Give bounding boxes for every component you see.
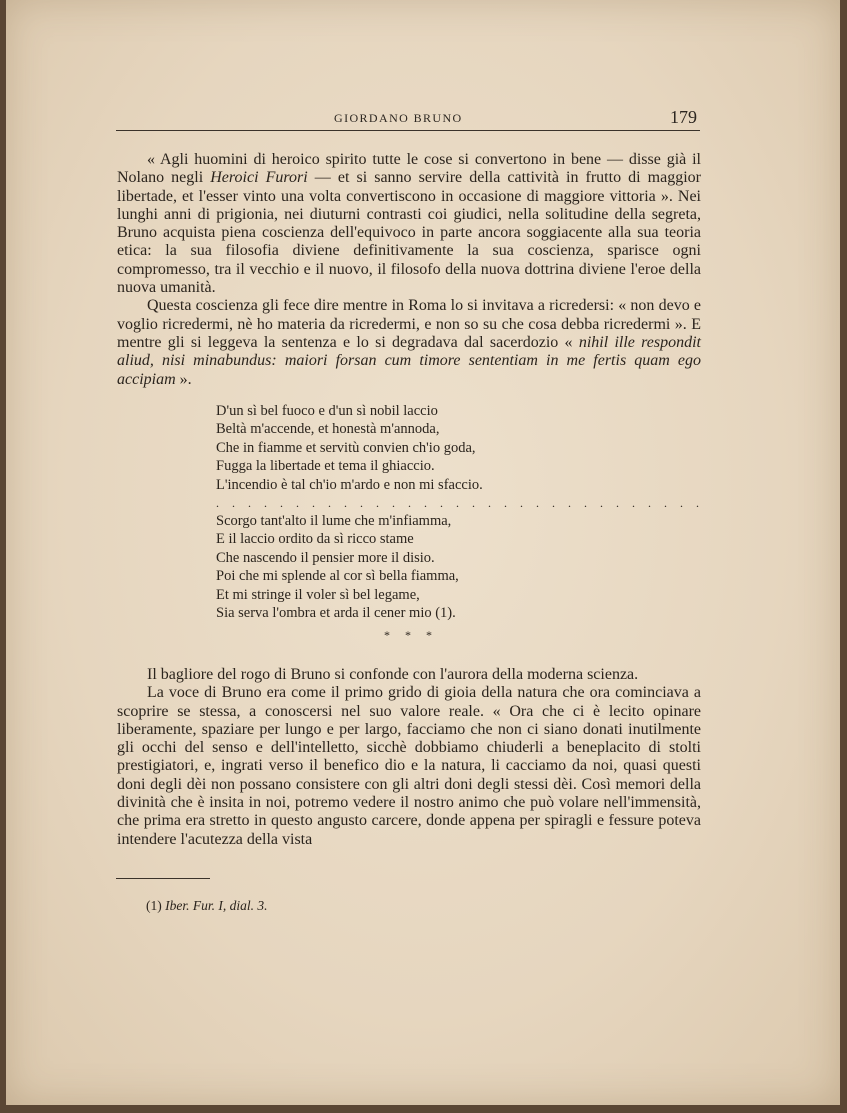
book-page [6,0,840,1105]
paragraph: Questa coscienza gli fece dire mentre in Roma lo si invitava a ricredersi: « non devo e voglio ricredermi, nè ho materia da ricredermi, e non so su che cosa debba ricredermi ». E mentre gli si leggeva la sentenza e lo si degradava dal sacerdozio « nihil ille respondit aliud, nisi minabundus: maiori forsan cum timore sententiam in me fertis quam ego accipiam ». [117,297,702,388]
header-rule [116,130,700,131]
poem-line: Poi che mi splende al cor sì bella fiamma, [216,568,459,585]
paragraph: La voce di Bruno era come il primo grido di gioia della natura che ora cominciava a scoprire se stessa, a conoscersi nel suo valore reale. « Ora che ci è lecito opinare liberamente, spaziare per lungo e per largo, facciamo che non ci siano donati inutilmente gli occhi del senso e dell'intelletto, sicchè dobbiamo chiuderli a beneplacito di stolti prestigiatori, e, ingrati verso il benefico dio e la natura, li cacciamo da noi, quasi questi doni degli dèi non possano consistere con gli altri doni degli stessi dèi. Così memori della divinità che è insita in noi, potremo vedere il nostro animo che può volare nell'immensità, che prima era stretto in questo angusto carcere, donde appena per spiragli e fessure poteva intendere l'acutezza della vista [117,684,701,848]
poem-line: Che in fiamme et servitù convien ch'io goda, [216,439,476,456]
poem-line: D'un sì bel fuoco e d'un sì nobil laccio [216,403,438,419]
page-number: 179 [670,107,697,127]
poem-quotation [216,402,704,622]
poem-line: Et mi stringe il voler sì bel legame, [216,586,420,603]
running-title: GIORDANO BRUNO [334,111,463,125]
footnote [146,898,268,914]
poem-line: Fugga la libertade et tema il ghiaccio. [216,458,435,475]
poem-line: E il laccio ordito da sì ricco stame [216,531,414,548]
text-block-upper [117,151,701,389]
paragraph: « Agli huomini di heroico spirito tutte le cose si convertono in bene — disse già il Nolano negli Heroici Furori — et si sanno servire della cattività in frutto di maggior libertade, et l'esser vinto una volta convertiscono in occasione di maggiore vittoria ». Nei lunghi anni di prigionia, nei diuturni contrasti coi giudici, nella solitudine della segreta, Bruno acquista piena coscienza dell'equivoco in parte ancora soggiacente alla sua teoria etica: la sua filosofia diviene definitivamente la sua coscienza, sparisce ogni compromesso, tra il vecchio e il nuovo, il filosofo della nuova dottrina diviene l'eroe della nuova umanità. [117,151,701,297]
text-block-lower [117,666,701,849]
poem-line: Che nascendo il pensier more il disio. [216,549,435,566]
poem-ellipsis: . . . . . . . . . . . . . . . . . . . . . . . . . . . . . . . [216,496,704,511]
poem-line: Beltà m'accende, et honestà m'annoda, [216,421,440,438]
section-separator: * * * [384,628,438,642]
footnote-marker: (1) [146,898,166,913]
poem-line: L'incendio è tal ch'io m'ardo e non mi sfaccio. [216,476,483,493]
footnote-text: Iber. Fur. I, dial. 3. [165,898,268,913]
footnote-rule [116,878,210,879]
poem-line: Sia serva l'ombra et arda il cener mio (1). [216,605,456,622]
paragraph: Il bagliore del rogo di Bruno si confonde con l'aurora della moderna scienza. [147,666,639,683]
poem-line: Scorgo tant'alto il lume che m'infiamma, [216,513,452,530]
